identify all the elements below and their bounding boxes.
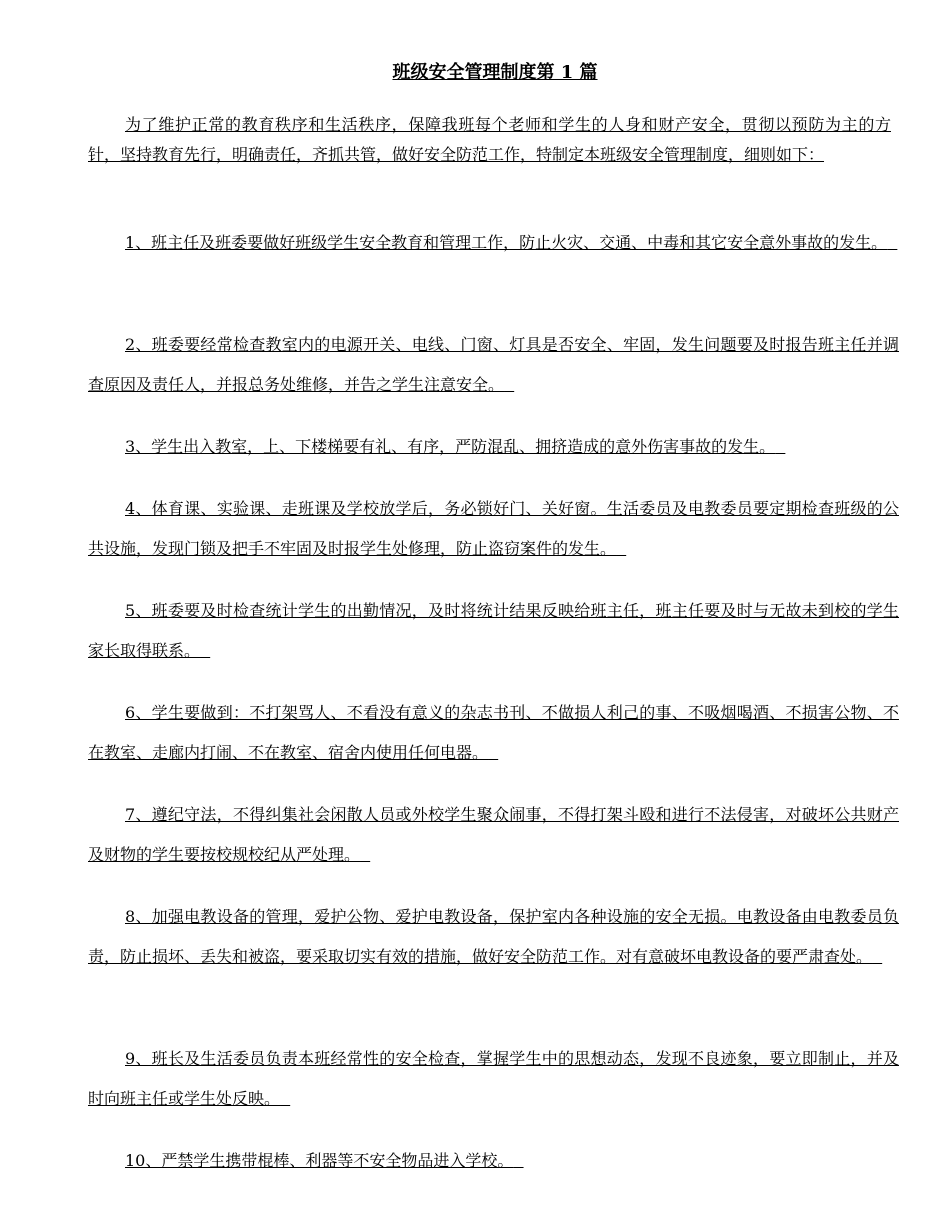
rule-text: 1、班主任及班委要做好班级学生安全教育和管理工作，防止火灾、交通、中毒和其它安全意外事故的发生。 [125,233,888,252]
rule-item-7 [88,795,899,875]
rule-text: 3、学生出入教室，上、下楼梯要有礼、有序，严防混乱、拥挤造成的意外伤害事故的发生。 [125,437,776,456]
rule-item-4 [88,489,899,569]
rule-text: 6、学生要做到：不打架骂人、不看没有意义的杂志书刊、不做损人利己的事、不吸烟喝酒、不损害公物、不在教室、走廊内打闹、不在教室、宿舍内使用任何电器。 [88,703,899,762]
rule-text: 2、班委要经常检查教室内的电源开关、电线、门窗、灯具是否安全、牢固，发生问题要及时报告班主任并调查原因及责任人，并报总务处维修，并告之学生注意安全。 [88,335,899,394]
rule-text: 5、班委要及时检查统计学生的出勤情况，及时将统计结果反映给班主任，班主任要及时与无故未到校的学生家长取得联系。 [88,601,899,660]
rule-text: 8、加强电教设备的管理，爱护公物、爱护电教设备，保护室内各种设施的安全无损。电教设备由电教委员负责，防止损坏、丢失和被盗，要采取切实有效的措施，做好安全防范工作。对有意破坏电教设备的要严肃查处。 [88,907,899,966]
rule-text: 7、遵纪守法，不得纠集社会闲散人员或外校学生聚众闹事，不得打架斗殴和进行不法侵害，对破坏公共财产及财物的学生要按校规校纪从严处理。 [88,805,899,864]
intro-paragraph: 为了维护正常的教育秩序和生活秩序，保障我班每个老师和学生的人身和财产安全，贯彻以预防为主的方针，坚持教育先行，明确责任，齐抓共管，做好安全防范工作，特制定本班级安全管理制度，细则如下： [88,115,891,164]
rule-text: 10、严禁学生携带棍棒、利器等不安全物品进入学校。 [125,1151,514,1170]
rule-item-1 [88,223,899,263]
rule-item-3 [88,427,899,467]
rule-text: 4、体育课、实验课、走班课及学校放学后，务必锁好门、关好窗。生活委员及电教委员要定期检查班级的公共设施，发现门锁及把手不牢固及时报学生处修理，防止盗窃案件的发生。 [88,499,899,558]
rule-text: 9、班长及生活委员负责本班经常性的安全检查，掌握学生中的思想动态，发现不良迹象，要立即制止，并及时向班主任或学生处反映。 [88,1049,899,1108]
rule-item-2 [88,325,899,405]
rule-item-8 [88,897,899,977]
rule-item-6 [88,693,899,773]
rule-item-10 [88,1141,899,1181]
rule-item-9 [88,1039,899,1119]
rule-item-5 [88,591,899,671]
document-title: 班级安全管理制度第 1 篇 [392,62,598,83]
